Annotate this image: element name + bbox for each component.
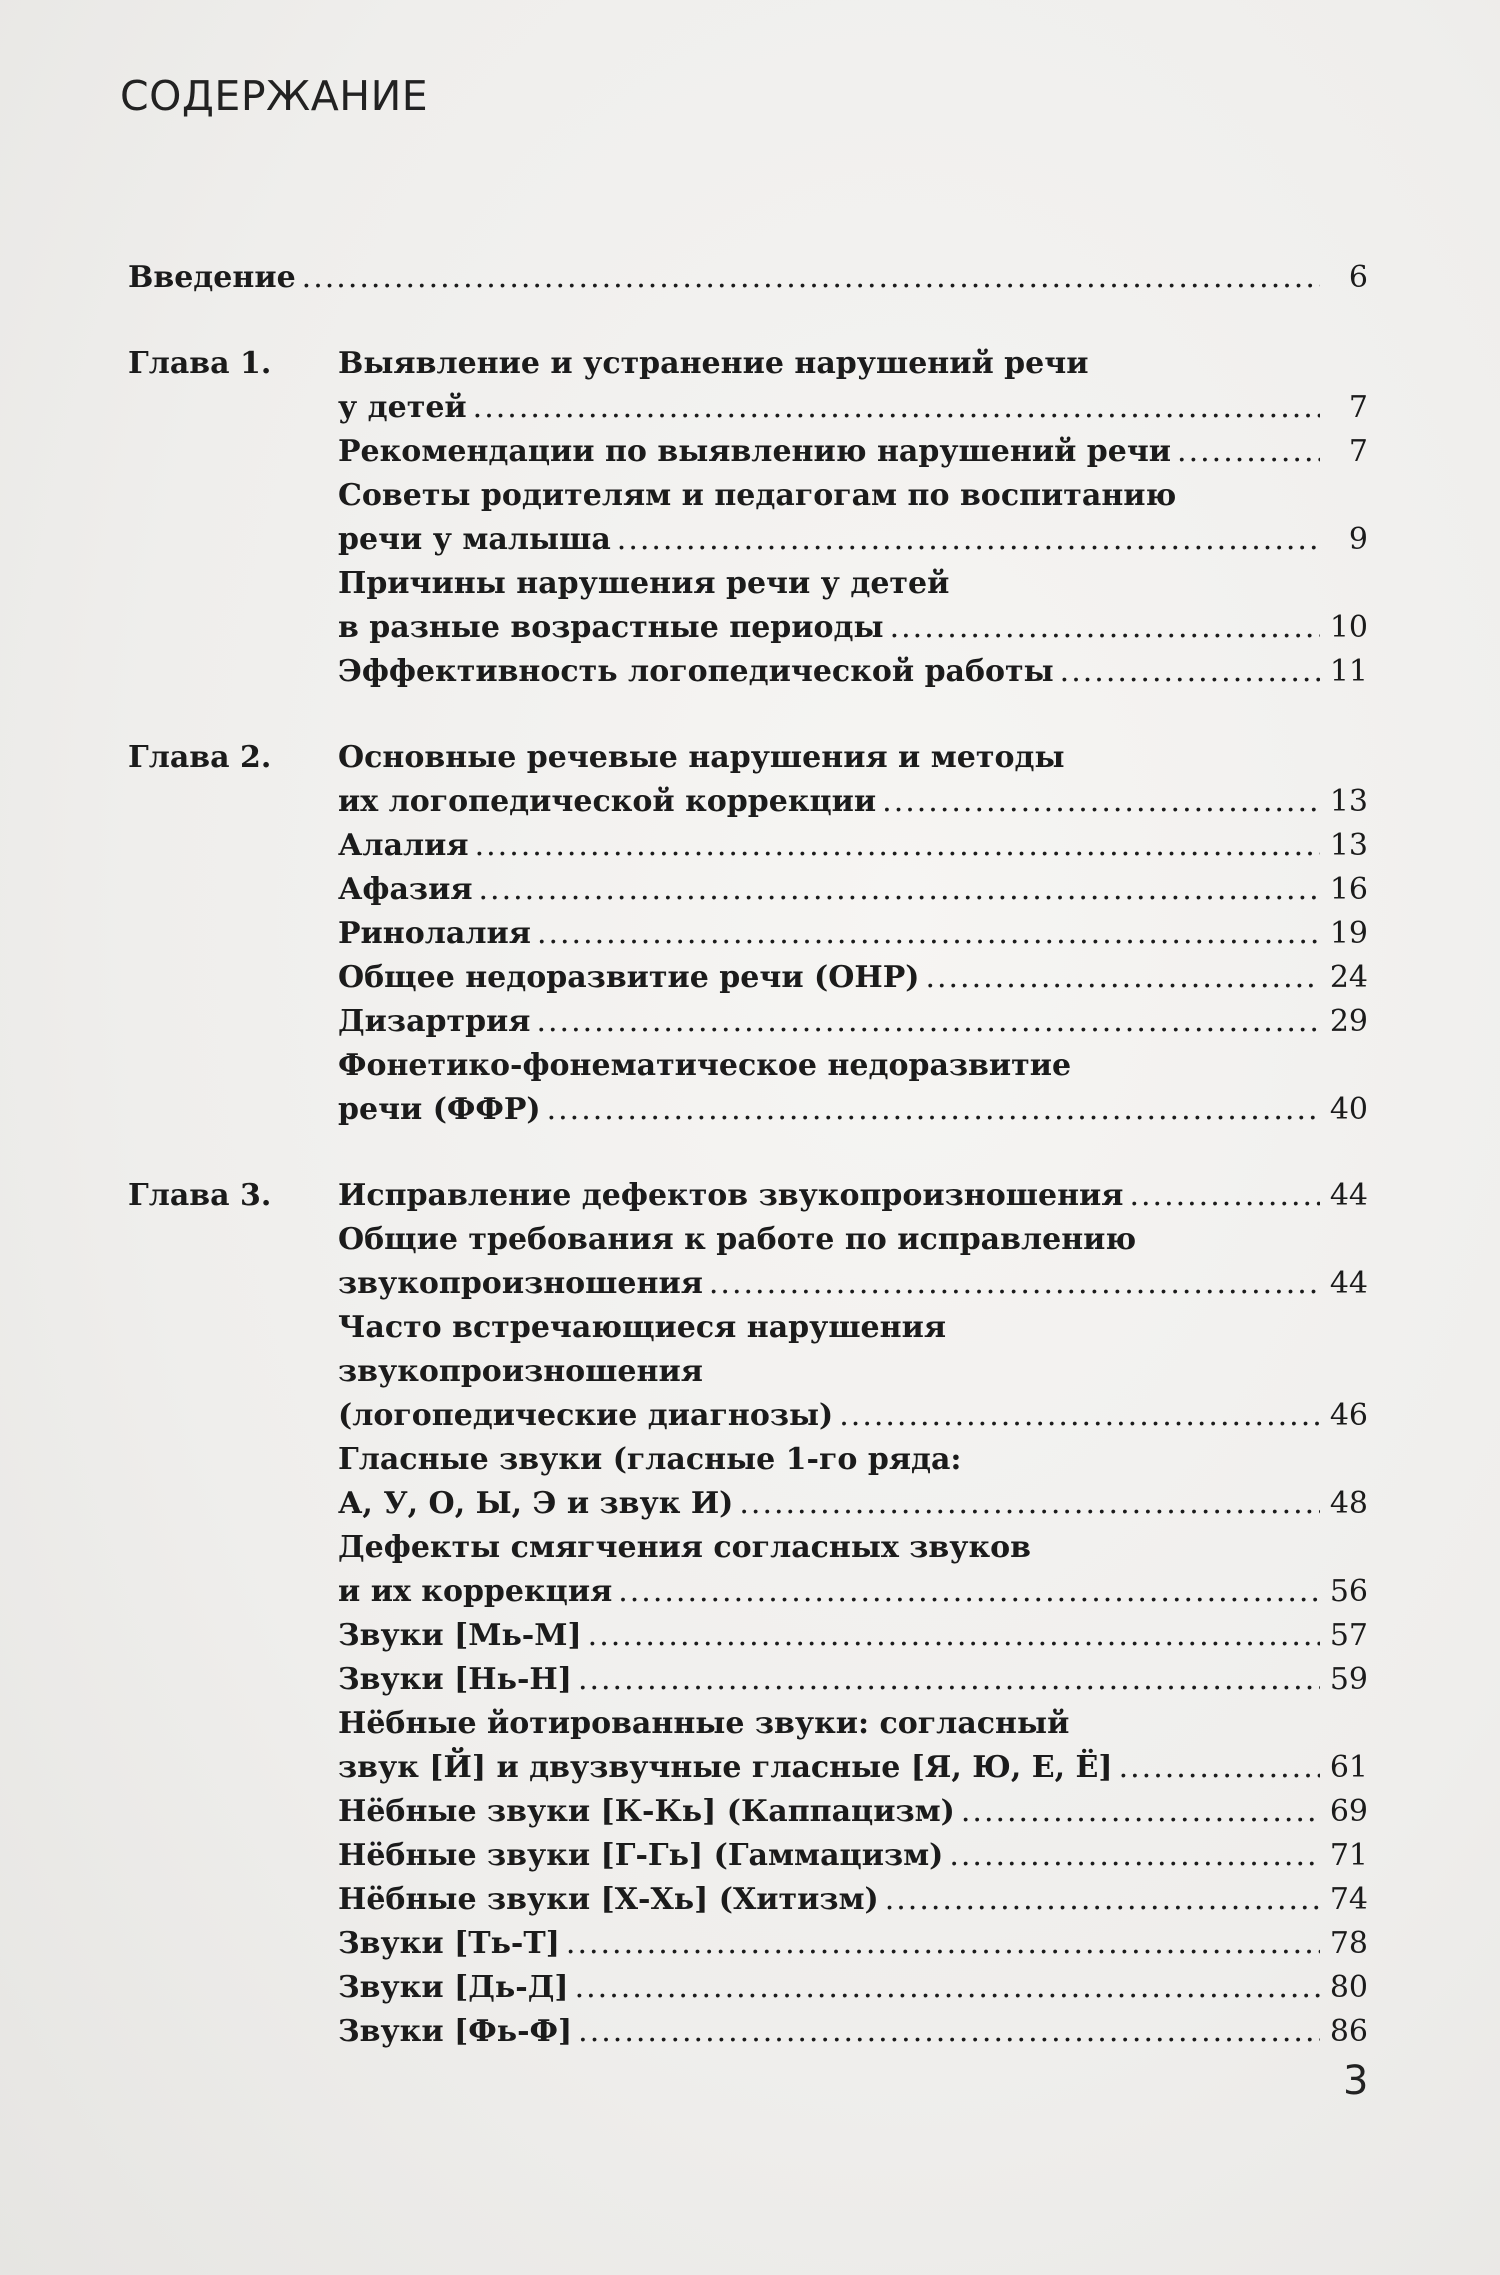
toc-entry-line: Советы родителям и педагогам по воспитанию	[338, 478, 1177, 513]
dot-leader	[739, 1482, 1320, 1526]
table-of-contents	[128, 256, 1368, 2096]
toc-entry[interactable]	[338, 1878, 1368, 1922]
toc-entry-line: Общие требования к работе по исправлению	[338, 1222, 1137, 1257]
page-title: СОДЕРЖАНИЕ	[120, 72, 429, 120]
dot-leader	[949, 1834, 1320, 1878]
dot-leader	[536, 1000, 1320, 1044]
toc-page-number: 7	[1348, 390, 1368, 425]
dot-leader	[473, 386, 1320, 430]
toc-entry-title: Нёбные звуки [Г-Гь] (Гаммацизм)	[338, 1838, 944, 1873]
dot-leader	[885, 1878, 1320, 1922]
toc-entry-title: Дизартрия	[338, 1004, 531, 1039]
toc-chapters	[128, 342, 1368, 2054]
toc-entry-line: Причины нарушения речи у детей	[338, 566, 950, 601]
toc-page-number: 74	[1329, 1882, 1368, 1917]
toc-entry-title: Нёбные звуки [К-Кь] (Каппацизм)	[338, 1794, 955, 1829]
toc-page-number: 69	[1329, 1794, 1368, 1829]
toc-entry-line: Нёбные йотированные звуки: согласный	[338, 1706, 1070, 1741]
dot-leader	[839, 1394, 1320, 1438]
toc-page-number: 19	[1329, 916, 1368, 951]
toc-page-number: 44	[1329, 1178, 1368, 1213]
toc-entry[interactable]	[338, 1834, 1368, 1878]
toc-entry[interactable]	[338, 562, 1368, 650]
toc-entry-title: Введение	[128, 260, 296, 295]
toc-entry-title: в разные возрастные периоды	[338, 610, 884, 645]
toc-entry-line: Фонетико-фонематическое недоразвитие	[338, 1048, 1072, 1083]
chapter-label: Глава 3.	[128, 1178, 272, 1213]
toc-entry[interactable]	[338, 430, 1368, 474]
toc-entry-title: Афазия	[338, 872, 473, 907]
page-number: 3	[1343, 2058, 1369, 2104]
toc-page-number: 78	[1329, 1926, 1368, 1961]
toc-page-number: 29	[1329, 1004, 1368, 1039]
toc-entry[interactable]	[338, 736, 1368, 824]
dot-leader	[618, 1570, 1320, 1614]
dot-leader	[537, 912, 1320, 956]
toc-entry[interactable]	[338, 342, 1368, 430]
toc-page-number: 9	[1348, 522, 1368, 557]
toc-entry-title: Звуки [Мь-М]	[338, 1618, 582, 1653]
dot-leader	[1060, 650, 1320, 694]
chapter-label: Глава 1.	[128, 346, 272, 381]
toc-entry-title: Нёбные звуки [Х-Хь] (Хитизм)	[338, 1882, 879, 1917]
dot-leader	[617, 518, 1320, 562]
dot-leader	[1119, 1746, 1320, 1790]
toc-entry[interactable]	[338, 1702, 1368, 1790]
toc-entry[interactable]	[338, 474, 1368, 562]
toc-entry[interactable]	[338, 1790, 1368, 1834]
toc-page-number: 46	[1329, 1398, 1368, 1433]
toc-entry-title: Рекомендации по выявлению нарушений речи	[338, 434, 1172, 469]
dot-leader	[575, 1966, 1320, 2010]
toc-entry-title: Эффективность логопедической работы	[338, 654, 1054, 689]
toc-entry-title: Звуки [Фь-Ф]	[338, 2014, 573, 2049]
dot-leader	[925, 956, 1320, 1000]
toc-entry-title: звук [Й] и двузвучные гласные [Я, Ю, Е, Ё]	[338, 1750, 1113, 1785]
toc-entry[interactable]	[338, 912, 1368, 956]
toc-entry-line: Дефекты смягчения согласных звуков	[338, 1530, 1032, 1565]
toc-page-number: 16	[1329, 872, 1368, 907]
toc-entry-line: звукопроизношения	[338, 1354, 703, 1389]
toc-entry-title: Общее недоразвитие речи (ОНР)	[338, 960, 920, 995]
toc-page-number: 13	[1329, 828, 1368, 863]
toc-entry-title: их логопедической коррекции	[338, 784, 877, 819]
toc-entry-title: (логопедические диагнозы)	[338, 1398, 834, 1433]
toc-entry-line: Выявление и устранение нарушений речи	[338, 346, 1089, 381]
dot-leader	[566, 1922, 1320, 1966]
toc-page-number: 6	[1348, 260, 1368, 295]
toc-entry[interactable]	[338, 1000, 1368, 1044]
toc-page-number: 57	[1329, 1618, 1368, 1653]
toc-entry-line: Основные речевые нарушения и методы	[338, 740, 1065, 775]
dot-leader	[302, 256, 1320, 300]
toc-entry[interactable]	[338, 1218, 1368, 1306]
toc-entry-title: Ринолалия	[338, 916, 531, 951]
dot-leader	[578, 2010, 1320, 2054]
toc-entry[interactable]	[338, 1174, 1368, 1218]
dot-leader	[479, 868, 1321, 912]
toc-page-number: 59	[1329, 1662, 1368, 1697]
dot-leader	[890, 606, 1320, 650]
dot-leader	[1129, 1174, 1320, 1218]
toc-entry-line: Часто встречающиеся нарушения	[338, 1310, 947, 1345]
toc-entry-title: звукопроизношения	[338, 1266, 703, 1301]
dot-leader	[475, 824, 1320, 868]
toc-chapter	[128, 342, 1368, 694]
dot-leader	[547, 1088, 1320, 1132]
toc-entry[interactable]	[338, 1044, 1368, 1132]
toc-page-number: 40	[1329, 1092, 1368, 1127]
toc-page-number: 71	[1329, 1838, 1368, 1873]
toc-entry-title: речи (ФФР)	[338, 1092, 541, 1127]
toc-entry-title: и их коррекция	[338, 1574, 613, 1609]
toc-entry[interactable]	[338, 1966, 1368, 2010]
toc-entry[interactable]	[338, 824, 1368, 868]
toc-intro	[128, 256, 1368, 300]
toc-entry[interactable]	[338, 1306, 1368, 1438]
toc-entry[interactable]	[338, 1438, 1368, 1526]
dot-leader	[578, 1658, 1320, 1702]
toc-entry[interactable]	[338, 1526, 1368, 1614]
toc-entry[interactable]	[338, 650, 1368, 694]
dot-leader	[882, 780, 1320, 824]
toc-entry-title: Алалия	[338, 828, 469, 863]
toc-entry-title: у детей	[338, 390, 467, 425]
toc-entry-line: Гласные звуки (гласные 1-го ряда:	[338, 1442, 962, 1477]
toc-entry-title: Звуки [Дь-Д]	[338, 1970, 569, 2005]
toc-entry[interactable]	[338, 1614, 1368, 1658]
toc-page-number: 24	[1329, 960, 1368, 995]
toc-chapter	[128, 1174, 1368, 2054]
toc-page-number: 7	[1348, 434, 1368, 469]
toc-chapter	[128, 736, 1368, 1132]
dot-leader	[961, 1790, 1320, 1834]
dot-leader	[1177, 430, 1320, 474]
toc-page-number: 48	[1329, 1486, 1368, 1521]
toc-page-number: 13	[1329, 784, 1368, 819]
toc-entry[interactable]	[338, 1922, 1368, 1966]
toc-page-number: 80	[1329, 1970, 1368, 2005]
toc-entry-intro[interactable]	[128, 256, 1368, 300]
chapter-label: Глава 2.	[128, 740, 272, 775]
toc-entry[interactable]	[338, 956, 1368, 1000]
toc-page-number: 61	[1329, 1750, 1368, 1785]
toc-entry-title: Исправление дефектов звукопроизношения	[338, 1178, 1124, 1213]
toc-entry-title: Звуки [Нь-Н]	[338, 1662, 572, 1697]
toc-page-number: 11	[1329, 654, 1368, 689]
toc-page-number: 56	[1329, 1574, 1368, 1609]
toc-page-number: 10	[1329, 610, 1368, 645]
toc-entry[interactable]	[338, 1658, 1368, 1702]
toc-page-number: 86	[1329, 2014, 1368, 2049]
dot-leader	[709, 1262, 1320, 1306]
toc-entry-title: речи у малыша	[338, 522, 611, 557]
toc-entry[interactable]	[338, 868, 1368, 912]
dot-leader	[588, 1614, 1320, 1658]
toc-entry-title: А, У, О, Ы, Э и звук И)	[338, 1486, 734, 1521]
toc-entry[interactable]	[338, 2010, 1368, 2054]
toc-entry-title: Звуки [Ть-Т]	[338, 1926, 560, 1961]
toc-page-number: 44	[1329, 1266, 1368, 1301]
